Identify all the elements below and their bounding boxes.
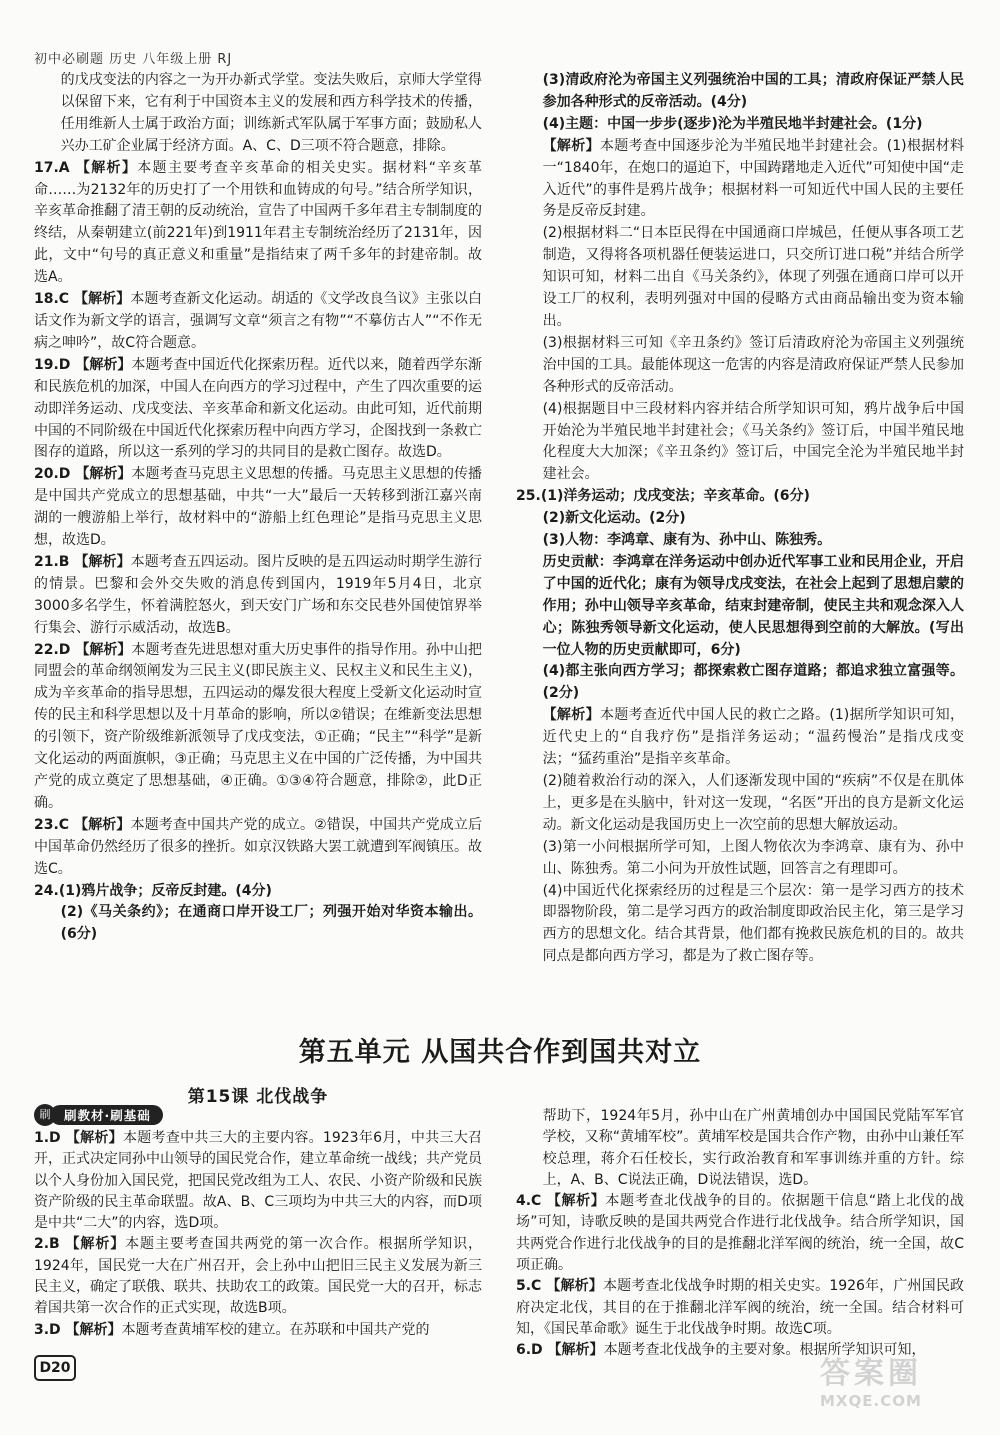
answer-tag: 【解析】: [542, 137, 600, 154]
paragraph: [34, 355, 482, 465]
paragraph: [34, 881, 482, 903]
paragraph-text: (1)鸦片战争；反帝反封建。(4分): [58, 882, 272, 899]
paragraph-text: 本题考查中国共产党的成立。②错误，中国共产党成立后中国革命仍然经历了很多的挫折。如京汉铁路大罢工就遭到军阀镇压。故选C。: [34, 816, 482, 877]
left-column: [34, 70, 482, 946]
badge-icon: 刷: [34, 1104, 56, 1126]
paragraph-text: 本题考查中国逐步沦为半殖民地半封建社会。(1)根据材料一“1840年，在炮口的逼迫下，中国踌躇地走入近代”可知使中国“走入近代”的事件是鸦片战争；根据材料一可知近代中国人民的主要任务是反帝反封建。: [542, 137, 964, 220]
answer-tag: 25.: [516, 488, 541, 505]
paragraph: [516, 333, 964, 399]
bottom-left-column: [34, 1128, 482, 1341]
paragraph-text: (2)新文化运动。(2分): [542, 510, 686, 527]
paragraph-text: (4)根据题目中三段材料内容并结合所学知识可知，鸦片战争后中国开始沦为半殖民地半封建社会；《马关条约》签订后，中国半殖民地化程度大大加深；《辛丑条约》签订后，中国完全沦为半殖民地半封建社会。: [542, 400, 964, 483]
answer-tag: 22.D 【解析】: [34, 641, 132, 658]
paragraph-text: (1)洋务运动；戊戌变法；辛亥革命。(6分): [540, 488, 810, 505]
answer-tag: 17.A 【解析】: [34, 159, 138, 176]
answer-tag: 19.D 【解析】: [34, 356, 132, 373]
paragraph: [34, 815, 482, 881]
paragraph: [34, 1320, 482, 1341]
paragraph-text: (2)根据材料二“日本臣民得在中国通商口岸城邑，任便从事各项工艺制造，又得将各项机器任便装运进口，只交所订进口税”并结合所学知识可知，材料二出自《马关条约》，体现了列强在通商口岸可以开设工厂的权利，表明列强对中国的侵略方式由商品输出变为资本输出。: [542, 225, 964, 329]
paragraph: [516, 1106, 964, 1191]
paragraph-text: 历史贡献：李鸿章在洋务运动中创办近代军事工业和民用企业，开启了中国的近代化；康有为领导戊戌变法，在社会上起到了思想启蒙的作用；孙中山领导辛亥革命，结束封建帝制，使民主共和观念深入人心；陈独秀领导新文化运动，使人民思想得到空前的大解放。(写出一位人物的历史贡献即可，6分): [542, 553, 964, 658]
watermark-text: 答案圈: [820, 1356, 922, 1391]
answer-tag: 20.D 【解析】: [34, 466, 132, 483]
paragraph: [516, 399, 964, 487]
paragraph-text: (4)主题：中国一步步(逐步)沦为半殖民地半封建社会。(1分): [542, 115, 923, 132]
paragraph-text: (3)人物：李鸿章、康有为、孙中山、陈独秀。: [542, 532, 832, 549]
paragraph-text: 本题考查北伐战争时期的相关史实。1926年，广州国民政府决定北伐，其目的在于推翻北洋军阀的统治，统一全国。结合材料可知，《国民革命歌》诞生于北伐战争时期。故选C项。: [516, 1278, 964, 1337]
section-badge: [34, 1105, 206, 1125]
lesson-title: 第15课 北伐战争: [187, 1087, 329, 1107]
page-number: D20: [34, 1355, 76, 1381]
right-column: [516, 70, 964, 968]
paragraph-text: (3)清政府沦为帝国主义列强统治中国的工具；清政府保证严禁人民参加各种形式的反帝活动。(4分): [542, 72, 964, 110]
answer-tag: 3.D 【解析】: [34, 1321, 122, 1338]
paragraph: [516, 771, 964, 837]
answer-tag: 2.B 【解析】: [34, 1236, 126, 1253]
paragraph: [516, 508, 964, 530]
paragraph: [516, 705, 964, 771]
answer-tag: 【解析】: [542, 707, 600, 724]
paragraph-text: 本题主要考查辛亥革命的相关史实。据材料“辛亥革命……为2132年的历史打了一个用铁和血铸成的句号。”结合所学知识，辛亥革命推翻了清王朝的反动统治，宣告了中国两千多年君主专制制度的终结，从秦朝建立(前221年)到1911年君主专制统治经历了2131年，因此，文中“句号的真正意义和重量”是指结束了两千多年的封建帝制。故选A。: [34, 159, 482, 286]
paragraph: [34, 552, 482, 640]
paragraph: [516, 661, 964, 705]
paragraph: [516, 530, 964, 552]
paragraph: [516, 881, 964, 969]
paragraph-text: 本题考查北伐战争的主要对象。根据所学知识可知，: [603, 1342, 926, 1359]
paragraph-text: 本题主要考查国共两党的第一次合作。根据所学知识，1924年，国民党一大在广州召开，会上孙中山把旧三民主义发展为新三民主义，确定了联俄、联共、扶助农工的政策。国民党一大的召开，标志着国共第一次合作的正式实现，故选B项。: [34, 1236, 482, 1317]
paragraph-text: (3)根据材料三可知《辛丑条约》签订后清政府沦为帝国主义列强统治中国的工具。最能体现这一危害的内容是清政府保证严禁人民参加各种形式的反帝活动。: [542, 334, 964, 395]
paragraph: [516, 136, 964, 224]
paragraph-text: (4)都主张向西方学习；都探索救亡图存道路；都追求独立富强等。(2分): [542, 663, 964, 702]
running-header: 初中必刷题 历史 八年级上册 RJ: [34, 52, 233, 67]
paragraph: [34, 158, 482, 289]
paragraph: [34, 640, 482, 815]
paragraph-text: 本题考查先进思想对重大历史事件的指导作用。孙中山把同盟会的革命纲领阐发为三民主义(即民族主义、民权主义和民生主义)，成为辛亥革命的指导思想，五四运动的爆发很大程度上受新文化运动时宣传的民主和科学思想以及十月革命的影响，所以②错误；在维新变法思想的引领下，资产阶级维新派领导了戊戌变法，①正确；“民主”“科学”是新文化运动的两面旗帜，③正确；马克思主义在中国的广泛传播，为中国共产党的成立奠定了思想基础，④正确。①③④符合题意，排除②，此D正确。: [34, 641, 483, 811]
paragraph-text: (2)《马关条约》；在通商口岸开设工厂；列强开始对华资本输出。(6分): [60, 904, 482, 943]
watermark-logo: [820, 1348, 980, 1418]
paragraph: [516, 1276, 964, 1340]
paragraph-text: 本题考查马克思主义思想的传播。马克思主义思想的传播是中国共产党成立的思想基础，中共“一大”最后一天转移到浙江嘉兴南湖的一艘游船上举行，故材料中的“游船上红色理论”是指马克思主义思想，故选D。: [34, 466, 483, 549]
answer-tag: 4.C 【解析】: [516, 1193, 606, 1210]
paragraph: [34, 70, 482, 158]
paragraph-text: 本题考查中国近代化探索历程。近代以来，随着西学东渐和民族危机的加深，中国人在向西方的学习过程中，产生了四次重要的运动即洋务运动、戊戌变法、辛亥革命和新文化运动。由此可知，近代前期中国的不同阶级在中国近代化探索历程中向西方学习，企图找到一条救亡图存的道路，所以这一系列的学习的共同目的是救亡图存。故选D。: [34, 356, 483, 461]
watermark-domain: MXQE.COM: [820, 1392, 922, 1410]
paragraph: [516, 486, 964, 508]
paragraph: [34, 464, 482, 552]
answer-tag: 1.D 【解析】: [34, 1130, 123, 1146]
answer-tag: 23.C 【解析】: [34, 816, 131, 833]
paragraph: [516, 70, 964, 114]
paragraph-text: 的戊戌变法的内容之一为开办新式学堂。变法失败后，京师大学堂得以保留下来，它有利于中国资本主义的发展和西方科学技术的传播，任用维新人士属于政治方面；训练新式军队属于军事方面；鼓励私人兴办工矿企业属于经济方面。A、C、D三项不符合题意，排除。: [60, 72, 482, 154]
paragraph-text: (3)第一小问根据所学可知，上图人物依次为李鸿章、康有为、孙中山、陈独秀。第二小问为开放性试题，回答言之有理即可。: [542, 838, 964, 877]
paragraph-text: 本题考查新文化运动。胡适的《文学改良刍议》主张以白话文作为新文学的语言，强调写文章“须言之有物”“不摹仿古人”“不作无病之呻吟”，故C符合题意。: [34, 291, 483, 351]
answer-tag: 21.B 【解析】: [34, 553, 131, 570]
paragraph-text: 帮助下，1924年5月，孙中山在广州黄埔创办中国国民党陆军军官学校，又称“黄埔军校”。黄埔军校是国共合作产物，由孙中山兼任军校总理，蒋介石任校长，实行政治教育和军事训练并重的方针。综上，A、B、C说法正确，D说法错误，选D。: [542, 1108, 964, 1188]
paragraph-text: 本题考查五四运动。图片反映的是五四运动时期学生游行的情景。巴黎和会外交失败的消息传到国内，1919年5月4日，北京3000多名学生，怀着满腔怒火，到天安门广场和东交民巷外国使馆界举行集会、游行示威活动，故选B。: [34, 553, 482, 636]
paragraph-text: (2)随着救治行动的深入，人们逐渐发现中国的“疾病”不仅是在肌体上，更多是在头脑中，针对这一发现，“名医”开出的良方是新文化运动。新文化运动是我国历史上一次空前的思想大解放运动。: [542, 773, 964, 833]
paragraph: [516, 837, 964, 881]
bottom-right-column: [516, 1106, 964, 1362]
answer-tag: 18.C 【解析】: [34, 291, 131, 308]
paragraph-text: 本题考查黄埔军校的建立。在苏联和中国共产党的: [121, 1321, 430, 1338]
paragraph: [516, 1191, 964, 1276]
paragraph-text: 本题考查中共三大的主要内容。1923年6月，中共三大召开，正式决定同孙中山领导的国民党合作，建立革命统一战线；共产党员以个人身份加入国民党，把国民党改组为工人、农民、小资产阶级和民族资产阶级的民主革命联盟。故A、B、C三项均为中共三大的内容，而D项是中共“二大”的内容，选D项。: [34, 1130, 482, 1232]
paragraph: [34, 1234, 482, 1319]
paragraph: [34, 902, 482, 946]
answer-tag: 24.: [34, 882, 59, 899]
badge-label: 刷教材·刷基础: [50, 1105, 163, 1125]
paragraph-text: (4)中国近代化探索经历的过程是三个层次：第一是学习西方的技术即器物阶段，第二是学习西方的政治制度即政治民主化，第三是学习西方的思想文化。结合其背景，他们都有挽救民族危机的目的。故共同点是都向西方学习，都是为了救亡图存等。: [542, 882, 964, 965]
unit-title: 第五单元 从国共合作到国共对立: [298, 1037, 702, 1068]
paragraph: [516, 114, 964, 136]
paragraph: [516, 552, 964, 662]
paragraph: [34, 289, 482, 355]
paragraph-text: 本题考查北伐战争的目的。依据题干信息“踏上北伐的战场”可知，诗歌反映的是国共两党合作进行北伐战争。结合所学知识，国共两党合作进行北伐战争的目的是推翻北洋军阀的统治，统一全国，故C项正确。: [516, 1193, 964, 1274]
answer-tag: 5.C 【解析】: [516, 1278, 603, 1295]
paragraph-text: 本题考查近代中国人民的救亡之路。(1)据所学知识可知，近代史上的“自我疗伤”是指洋务运动；“温药慢治”是指戊戌变法；“猛药重治”是指辛亥革命。: [542, 707, 964, 768]
paragraph: [516, 223, 964, 333]
paragraph: [34, 1128, 482, 1234]
answer-tag: 6.D 【解析】: [516, 1342, 604, 1359]
